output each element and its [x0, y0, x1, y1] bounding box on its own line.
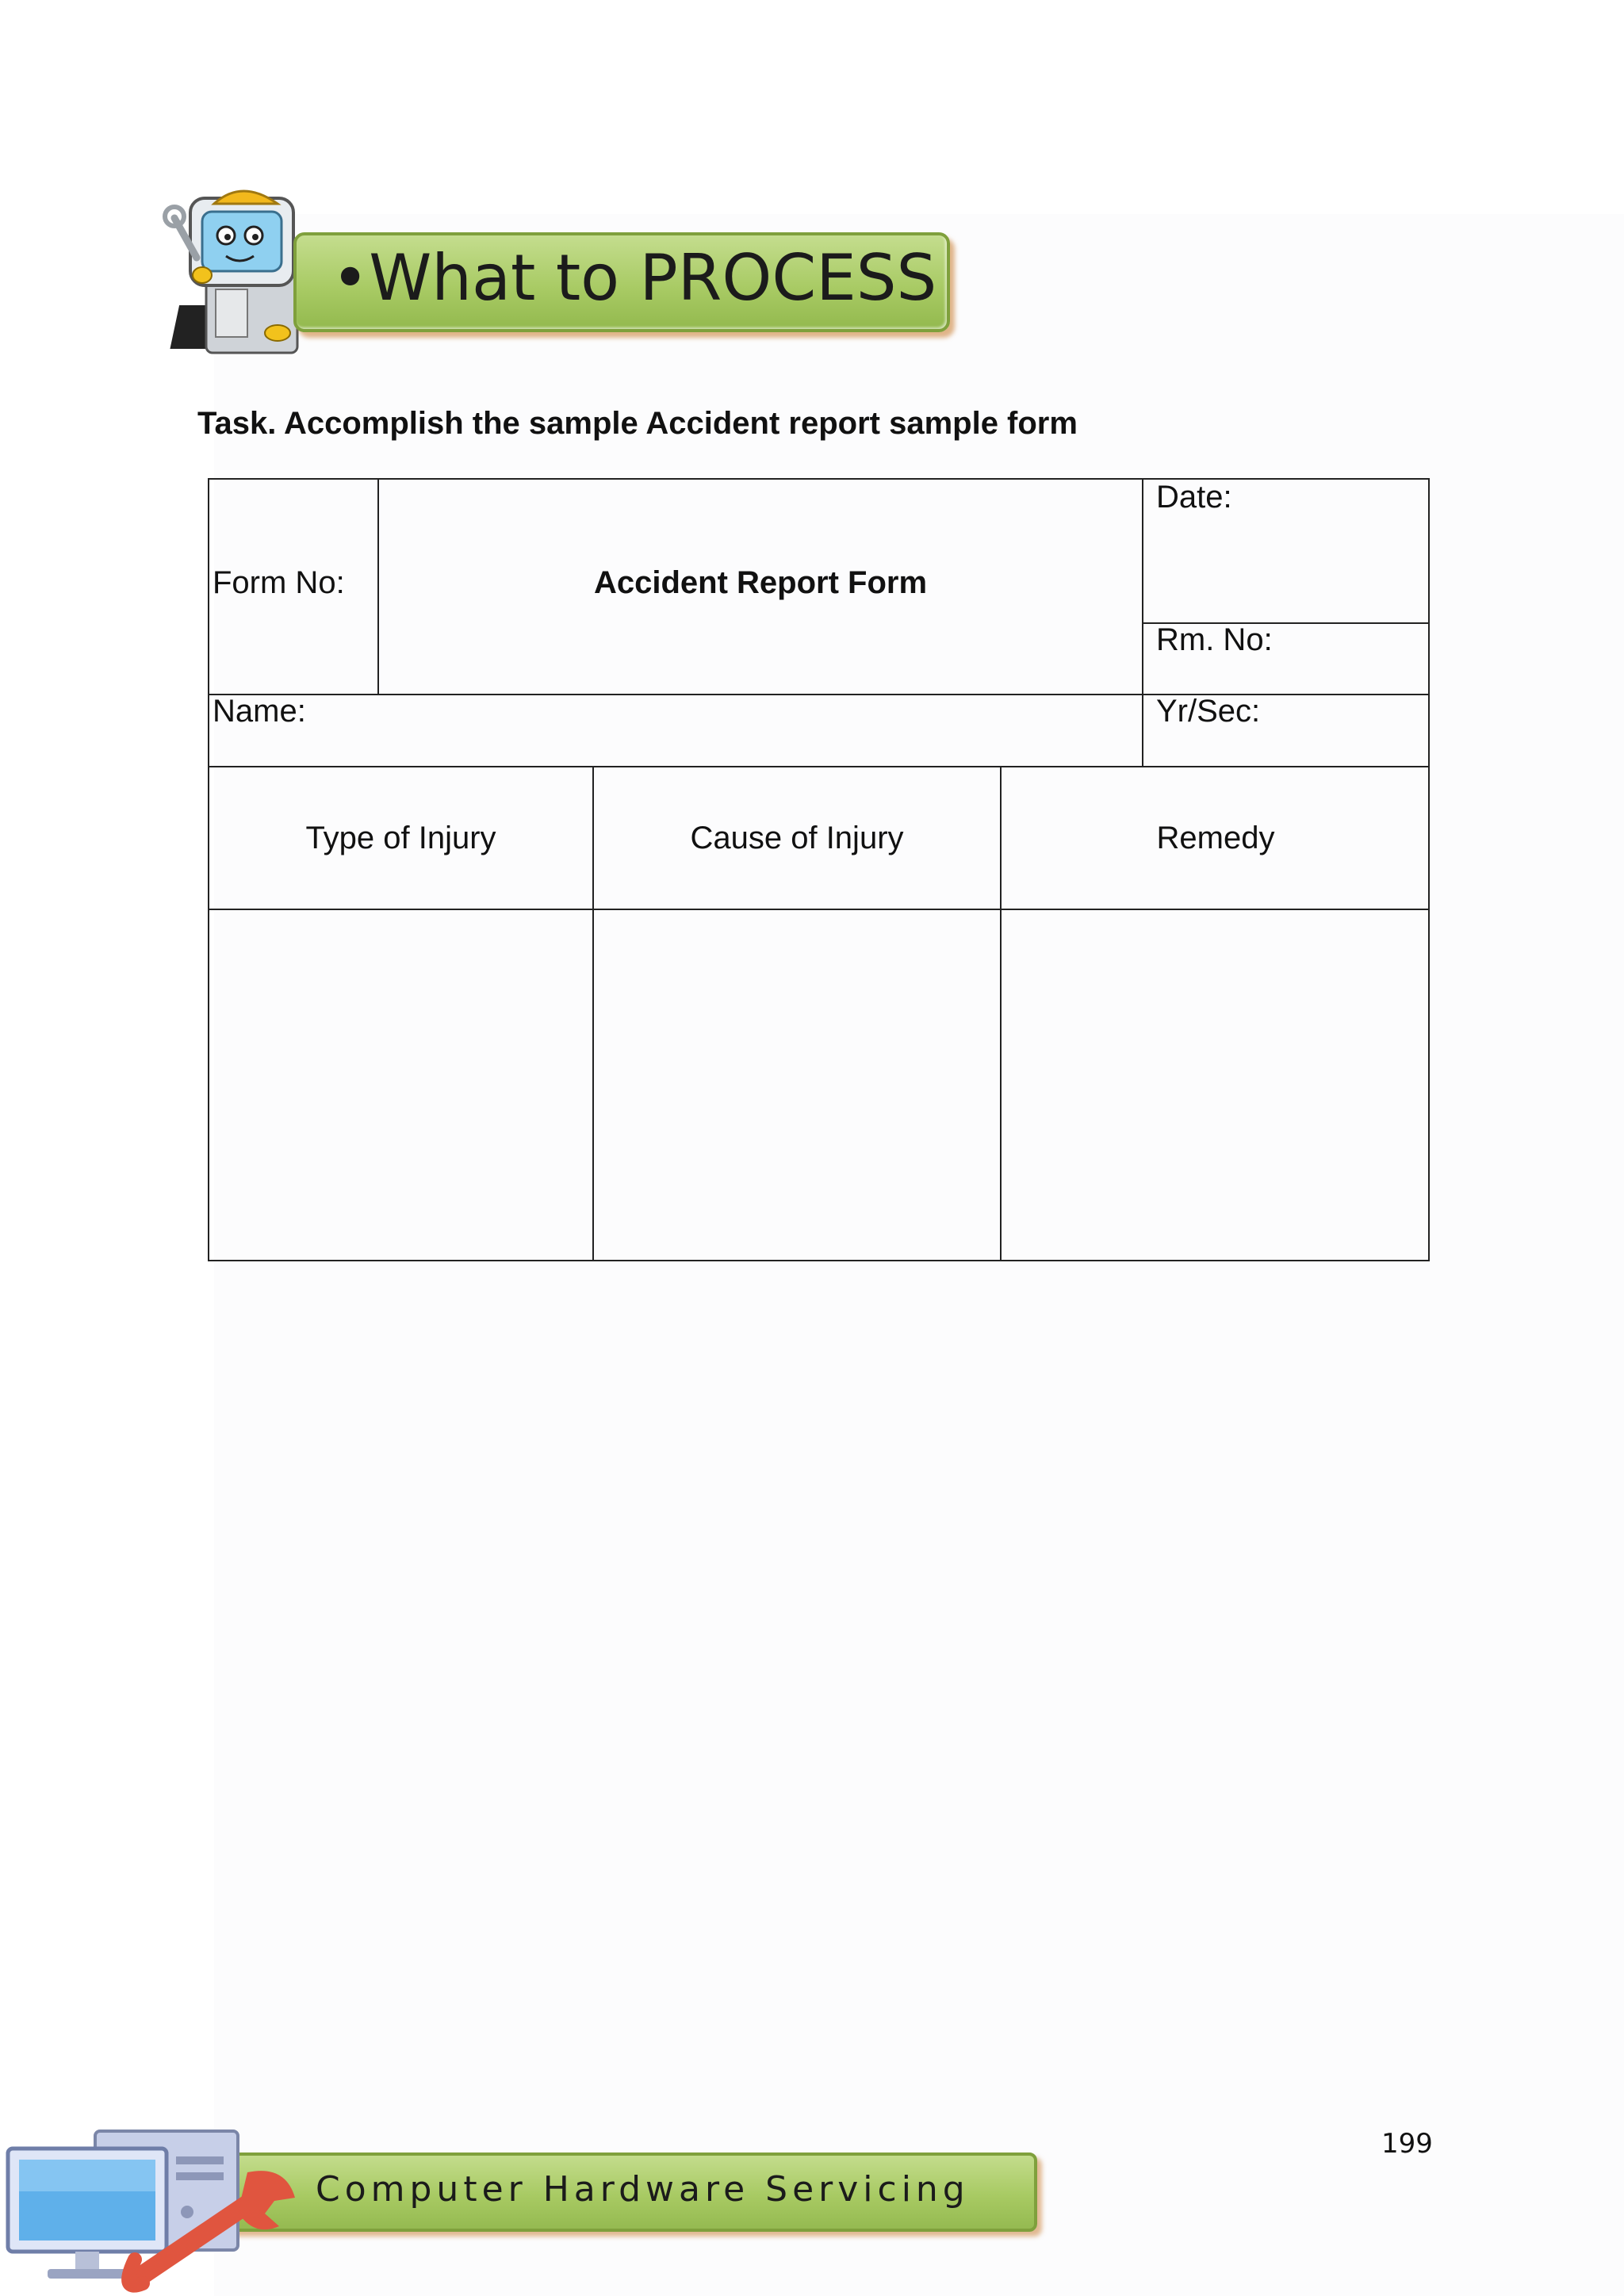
accident-report-form — [208, 478, 1430, 1261]
page-number: 199 — [1381, 2128, 1433, 2160]
column-header-type-of-injury: Type of Injury — [305, 821, 496, 855]
form-no-label: Form No: — [213, 565, 345, 600]
name-label: Name: — [213, 694, 306, 729]
column-header-cause-of-injury: Cause of Injury — [690, 821, 904, 855]
form-title: Accident Report Form — [593, 565, 928, 600]
task-heading: Task. Accomplish the sample Accident report sample form — [197, 406, 1078, 441]
section-title: •What to PROCESS — [331, 241, 937, 315]
computer-wrench-icon — [0, 2125, 317, 2296]
year-section-label: Yr/Sec: — [1156, 694, 1261, 729]
date-label: Date: — [1156, 480, 1232, 515]
column-header-remedy: Remedy — [1156, 821, 1275, 855]
form-divider — [209, 766, 1430, 767]
form-divider — [1142, 480, 1143, 766]
room-number-label: Rm. No: — [1156, 622, 1273, 657]
type-of-injury-entry[interactable] — [209, 910, 592, 1261]
footer-title: Computer Hardware Servicing — [316, 2169, 970, 2210]
remedy-entry[interactable] — [1002, 910, 1430, 1261]
cause-of-injury-entry[interactable] — [594, 910, 1000, 1261]
